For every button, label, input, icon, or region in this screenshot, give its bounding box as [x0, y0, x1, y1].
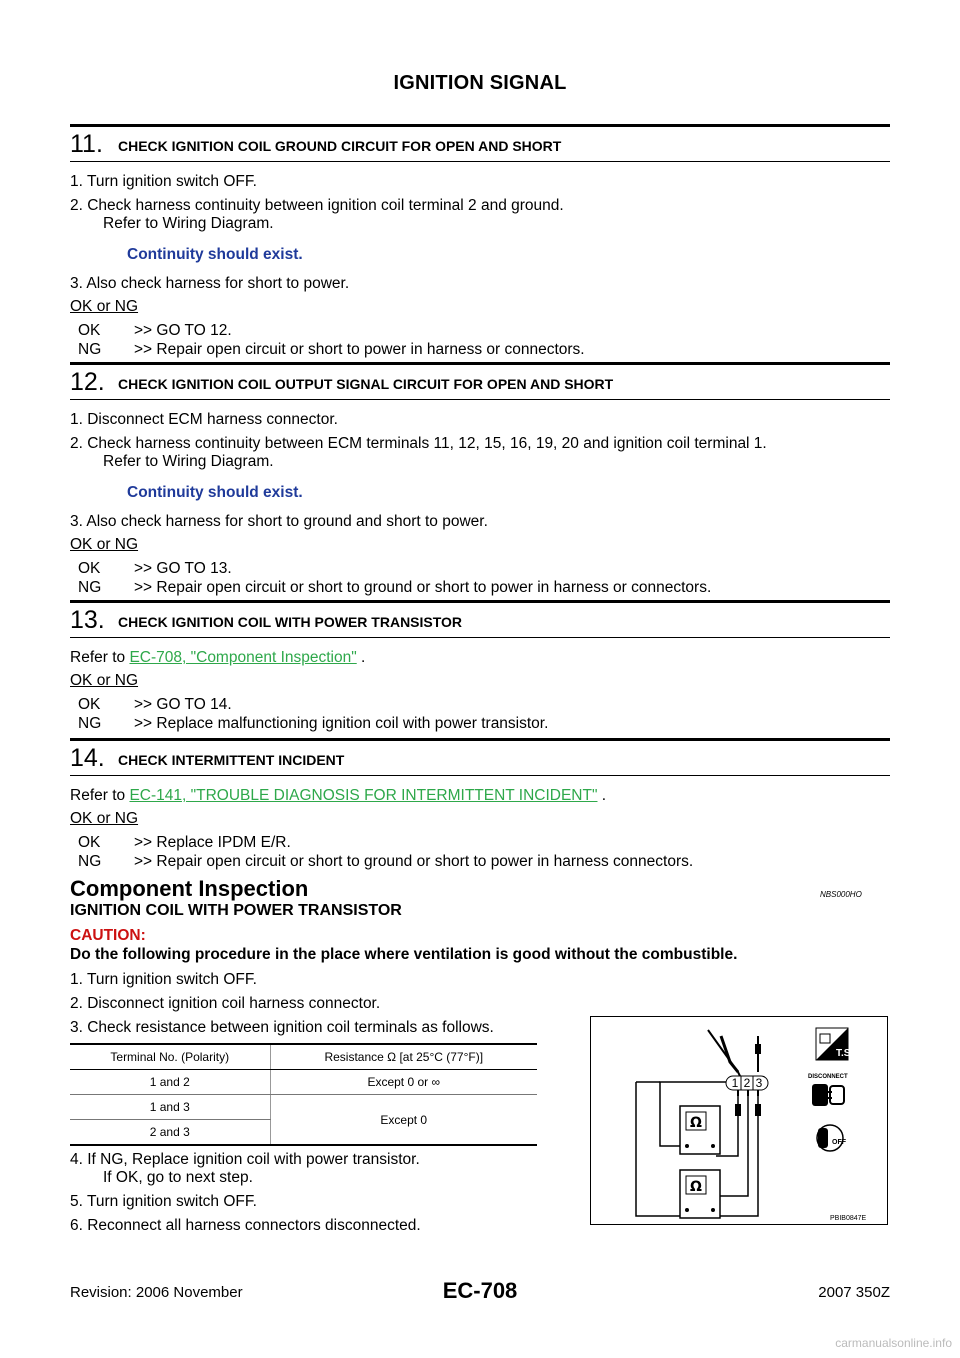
- ok-result: >> GO TO 12.: [134, 322, 232, 339]
- step-number: 13.: [70, 606, 105, 634]
- ng-result: >> Replace malfunctioning ignition coil with power transistor.: [134, 715, 549, 732]
- procedure-step: 4. If NG, Replace ignition coil with power transistor.: [70, 1151, 420, 1168]
- step-11-header: [70, 124, 890, 162]
- table-header: Resistance Ω [at 25°C (77°F)]: [270, 1044, 537, 1070]
- procedure-step: 6. Reconnect all harness connectors disconnected.: [70, 1217, 421, 1234]
- spec-text: Continuity should exist.: [127, 484, 303, 501]
- ok-label: OK: [78, 834, 101, 851]
- refer-suffix: .: [597, 787, 607, 804]
- section-title: Component Inspection: [70, 876, 309, 901]
- ng-label: NG: [78, 579, 102, 596]
- procedure-step: If OK, go to next step.: [103, 1169, 253, 1186]
- table-row: [70, 1095, 537, 1120]
- step-line: Refer to Wiring Diagram.: [103, 215, 274, 232]
- table-cell: 1 and 3: [70, 1095, 270, 1120]
- ok-ng-label: OK or NG: [70, 536, 139, 553]
- ok-label: OK: [78, 322, 101, 339]
- step-number: 14.: [70, 744, 105, 772]
- ng-result: >> Repair open circuit or short to ground or short to power in harness or connectors.: [134, 579, 712, 596]
- table-cell: Except 0 or ∞: [270, 1070, 537, 1095]
- ohmmeter-icon: [680, 1170, 720, 1218]
- ok-result: >> GO TO 14.: [134, 696, 232, 713]
- ok-ng-label: OK or NG: [70, 810, 139, 827]
- refer-line: [70, 648, 365, 667]
- ohm-symbol: Ω: [690, 1115, 702, 1131]
- caution-label: CAUTION:: [70, 927, 146, 944]
- component-inspection-link[interactable]: EC-708, "Component Inspection": [129, 649, 357, 666]
- off-label: OFF: [832, 1139, 846, 1146]
- ohm-symbol: Ω: [690, 1179, 702, 1195]
- ng-label: NG: [78, 853, 102, 870]
- terminal-3-label: 3: [755, 1076, 763, 1090]
- terminal-1-label: 1: [731, 1076, 739, 1090]
- table-header: Terminal No. (Polarity): [70, 1044, 270, 1070]
- step-line: 1. Turn ignition switch OFF.: [70, 173, 257, 190]
- procedure-step: 2. Disconnect ignition coil harness connector.: [70, 995, 381, 1012]
- caution-text: Do the following procedure in the place where ventilation is good without the combustible.: [70, 946, 738, 963]
- terminal-2-label: 2: [743, 1076, 751, 1090]
- ok-result: >> GO TO 13.: [134, 560, 232, 577]
- step-title: CHECK IGNITION COIL OUTPUT SIGNAL CIRCUIT FOR OPEN AND SHORT: [118, 376, 614, 392]
- probe-tip: [735, 1104, 741, 1116]
- table-cell: 2 and 3: [70, 1120, 270, 1146]
- ok-label: OK: [78, 696, 101, 713]
- revision-text: Revision: 2006 November: [70, 1284, 243, 1301]
- ok-ng-label: OK or NG: [70, 298, 139, 315]
- refer-prefix: Refer to: [70, 787, 130, 804]
- page-number: EC-708: [442, 1278, 518, 1303]
- section-code: NBS000HO: [820, 890, 862, 899]
- intermittent-incident-link[interactable]: EC-141, "TROUBLE DIAGNOSIS FOR INTERMITTENT INCIDENT": [129, 787, 598, 804]
- step-line: 1. Disconnect ECM harness connector.: [70, 411, 338, 428]
- page-title: IGNITION SIGNAL: [393, 72, 567, 94]
- procedure-step: 3. Check resistance between ignition coil terminals as follows.: [70, 1019, 494, 1036]
- step-number: 12.: [70, 368, 105, 396]
- step-title: CHECK INTERMITTENT INCIDENT: [118, 752, 345, 768]
- spec-text: Continuity should exist.: [127, 246, 303, 263]
- ng-result: >> Repair open circuit or short to power in harness or connectors.: [134, 341, 585, 358]
- ts-icon: [816, 1028, 853, 1060]
- subsection-title: IGNITION COIL WITH POWER TRANSISTOR: [70, 902, 402, 919]
- step-line: 2. Check harness continuity between ignition coil terminal 2 and ground.: [70, 197, 564, 214]
- ts-label: T.S.: [836, 1048, 854, 1059]
- step-line: 2. Check harness continuity between ECM terminals 11, 12, 15, 16, 19, 20 and ignition coil terminal 1.: [70, 435, 767, 452]
- ohmmeter-icon: [680, 1106, 720, 1154]
- ok-result: >> Replace IPDM E/R.: [134, 834, 291, 851]
- refer-line: [70, 786, 606, 805]
- figure-code: PBIB0847E: [830, 1215, 867, 1222]
- ng-label: NG: [78, 341, 102, 358]
- watermark: carmanualsonline.info: [835, 1336, 952, 1350]
- step-number: 11.: [70, 130, 103, 158]
- ng-result: >> Repair open circuit or short to ground or short to power in harness connectors.: [134, 853, 694, 870]
- resistance-table: [70, 1043, 537, 1146]
- ok-ng-label: OK or NG: [70, 672, 139, 689]
- table-cell: Except 0: [270, 1095, 537, 1146]
- step-line: Refer to Wiring Diagram.: [103, 453, 274, 470]
- table-cell: 1 and 2: [70, 1070, 270, 1095]
- probe-tip: [755, 1104, 761, 1116]
- step-title: CHECK IGNITION COIL WITH POWER TRANSISTOR: [118, 614, 463, 630]
- inspection-diagram: [590, 1016, 888, 1225]
- disconnect-label: DISCONNECT: [808, 1074, 848, 1080]
- terminal-connector: [726, 1076, 768, 1090]
- model-text: 2007 350Z: [818, 1284, 890, 1301]
- step-14-header: [70, 738, 890, 776]
- refer-prefix: Refer to: [70, 649, 130, 666]
- refer-suffix: .: [356, 649, 366, 666]
- step-12-header: [70, 362, 890, 400]
- step-line: 3. Also check harness for short to ground and short to power.: [70, 513, 488, 530]
- ng-label: NG: [78, 715, 102, 732]
- step-title: CHECK IGNITION COIL GROUND CIRCUIT FOR OPEN AND SHORT: [118, 138, 562, 154]
- procedure-step: 5. Turn ignition switch OFF.: [70, 1193, 257, 1210]
- table-row: [70, 1070, 537, 1095]
- step-line: 3. Also check harness for short to power.: [70, 275, 350, 292]
- ok-label: OK: [78, 560, 101, 577]
- step-13-header: [70, 600, 890, 638]
- procedure-step: 1. Turn ignition switch OFF.: [70, 971, 257, 988]
